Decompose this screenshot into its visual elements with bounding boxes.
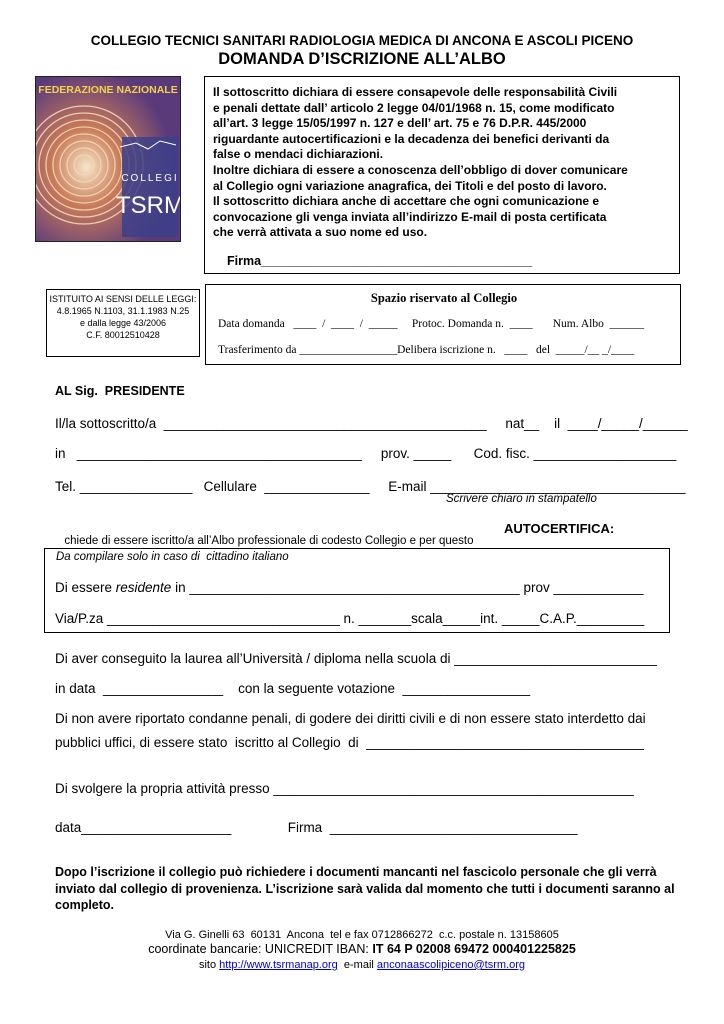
footer-links [0, 959, 724, 971]
name-field[interactable]: Il/la sottoscritto/a ___________________________________________ nat__ il ____/_____/______ [55, 416, 688, 431]
reserved-row-trasferimento[interactable]: Trasferimento da _________________Delibera iscrizione n. ____ del _____/__ _/____ [218, 344, 635, 356]
logo-tsrm-text: TSRM [116, 192, 180, 219]
birthplace-field[interactable]: in ______________________________________ prov. _____ Cod. fisc. ___________________ [55, 446, 677, 461]
email-link[interactable]: anconaascolipiceno@tsrm.org [376, 959, 526, 971]
no-convictions-text: Di non avere riportato condanne penali, di godere dei diritti civili e di non essere stato interdetto dai [55, 711, 646, 726]
reserved-box [205, 284, 681, 365]
residence-field[interactable] [55, 580, 644, 595]
contact-field[interactable]: Tel. _______________ Cellulare ______________ E-mail __________________________________ [55, 479, 686, 494]
reserved-title: Spazio riservato al Collegio [370, 291, 518, 305]
organization-name: COLLEGIO TECNICI SANITARI RADIOLOGIA MEDICA DI ANCONA E ASCOLI PICENO [90, 33, 634, 48]
autocertifica-label: AUTOCERTIFICA: [504, 521, 615, 536]
italian-only-note: Da compilare solo in caso di cittadino italiano [56, 551, 289, 563]
reserved-row-domanda[interactable]: Data domanda ____ / ____ / _____ Protoc. Domanda n. ____ Num. Albo ______ [218, 318, 645, 330]
residence-prefix: Di essere [55, 580, 116, 595]
logo-top-text: FEDERAZIONE NAZIONALE [38, 84, 178, 96]
request-sentence: chiede di essere iscritto/a all’Albo professionale di codesto Collegio e per questo [64, 535, 474, 547]
tsrm-logo [35, 76, 181, 242]
previous-college-field[interactable]: pubblici uffici, di essere stato iscritto al Collegio di _____________________________________ [55, 735, 644, 750]
email-label: e-mail [337, 959, 377, 971]
document-title: DOMANDA D’ISCRIZIONE ALL’ALBO [218, 50, 506, 68]
address-field[interactable]: Via/P.za _______________________________ n. _______scala_____int. _____C.A.P._________ [55, 611, 645, 626]
degree-field[interactable]: Di aver conseguito la laurea all’Università / diploma nella scuola di ___________________________ [55, 651, 657, 666]
site-label: sito [198, 959, 220, 971]
request-text [58, 523, 474, 547]
residence-suffix: in ____________________________________________ prov ____________ [171, 580, 644, 595]
workplace-field[interactable]: Di svolgere la propria attività presso ________________________________________________ [55, 781, 634, 796]
institute-line: ISTITUITO AI SENSI DELLE LEGGI: [49, 294, 197, 304]
footer-address: Via G. Ginelli 63 60131 Ancona tel e fax 0712866272 c.c. postale n. 13158605 [165, 929, 559, 941]
bank-label: coordinate bancarie: UNICREDIT IBAN: [148, 942, 373, 956]
residence-italic: residente [115, 580, 172, 595]
declaration-signature-field[interactable]: Firma_______________________________________ [227, 254, 533, 268]
logo-graphic [36, 77, 180, 241]
institute-line: C.F. 80012510428 [86, 330, 160, 340]
footer-bank [0, 942, 724, 956]
institute-line: e dalla legge 43/2006 [79, 318, 167, 328]
declaration-box [204, 76, 680, 274]
institute-line: 4.8.1965 N.1103, 31.1.1983 N.25 [56, 306, 190, 316]
logo-collegi-text: COLLEGI [121, 173, 179, 184]
completion-note: Dopo l’iscrizione il collegio può richiedere i documenti mancanti nel fascicolo personale che gli verrà inviato dal collegio di provenienza. L’iscrizione sarà valida dal momento che tutti i documenti saranno al completo. [55, 865, 675, 912]
date-signature-field[interactable]: data____________________ Firma _________________________________ [55, 820, 578, 835]
institute-box [46, 289, 200, 357]
recipient: AL Sig. PRESIDENTE [55, 384, 185, 398]
degree-date-grade-field[interactable]: in data ________________ con la seguente votazione _________________ [55, 681, 531, 696]
declaration-text: Il sottoscritto dichiara di essere consapevole delle responsabilità Civili e penali dettate dall’ articolo 2 legge 04/01/1968 n. 15, come modificato all’art. 3 legge 15/05/1997 n. 127 e dell’ art. 75 e 76 D.P.R. 445/2000 riguardante autocertificazioni e la decadenza dei benefici derivanti da false o mendaci dichiarazioni. Inoltre dichiara di essere a conoscenza dell’obbligo di dover comunicare al Collegio ogni variazione anagrafica, dei Titoli e del posto di lavoro. Il sottoscritto dichiara anche di accettare che ogni comunicazione e convocazione gli venga inviata all’indirizzo E-mail di posta certificata che verrà attivata a suo nome ed uso. [213, 85, 628, 240]
stampatello-hint: Scrivere chiaro in stampatello [446, 493, 597, 505]
iban-value: IT 64 P 02008 69472 000401225825 [372, 942, 576, 956]
website-link[interactable]: http://www.tsrmanap.org [219, 959, 338, 971]
